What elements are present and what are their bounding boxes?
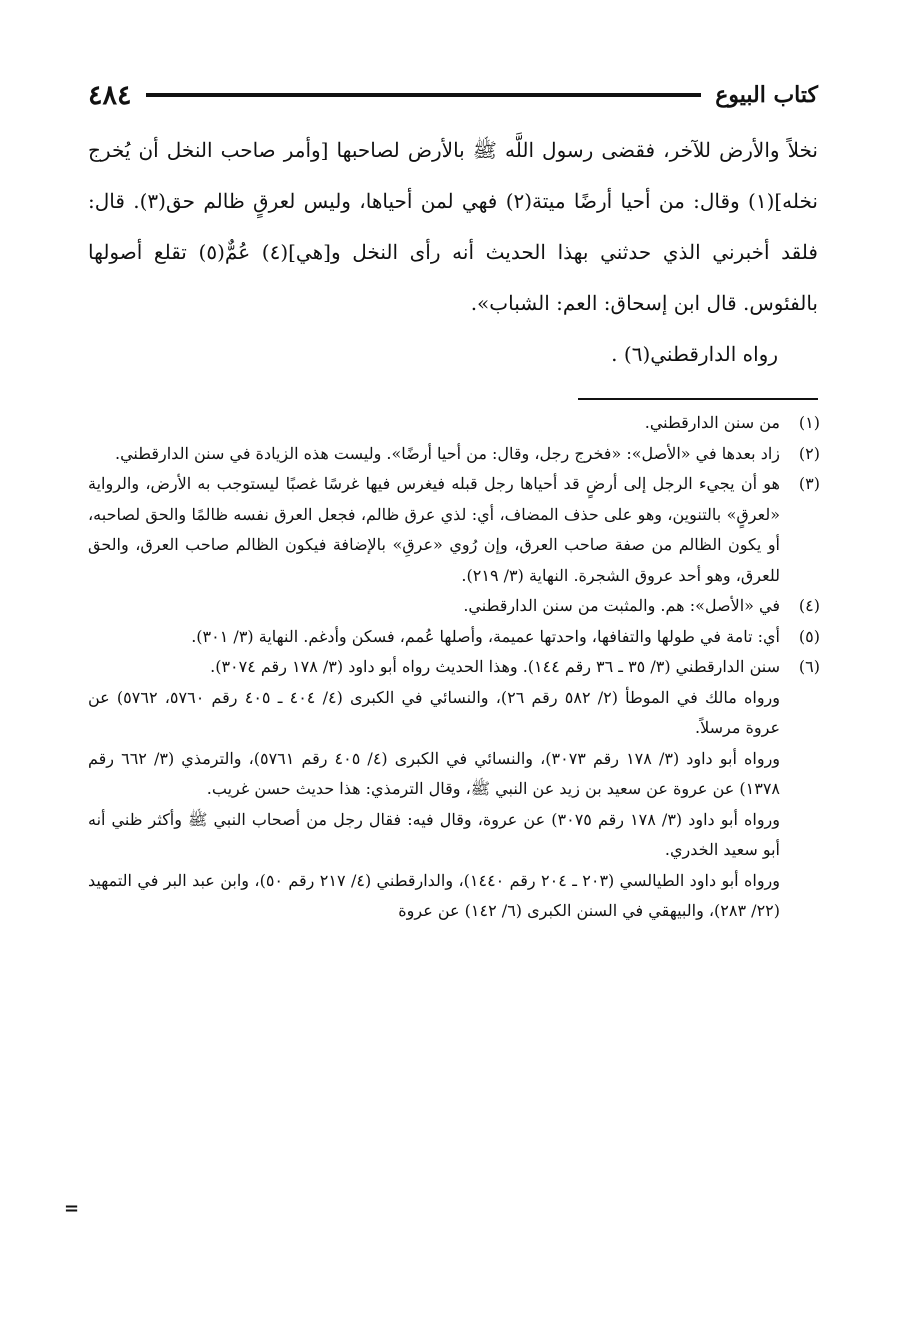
footnote-2: [88, 439, 820, 470]
footnote-text: زاد بعدها في «الأصل»: «فخرج رجل، وقال: من أحيا أرضًا». وليست هذه الزيادة في سنن الدارقطني.: [114, 443, 780, 463]
footnote-text: هو أن يجيء الرجل إلى أرضٍ قد أحياها رجل قبله فيغرس فيها غرسًا غصبًا ليستوجب به الأرض، والرواية «لعرقٍ» بالتنوين، وهو على حذف المضاف، أي: لذي عرق ظالم، فجعل العرق نفسه ظالمًا والحق لصاحبه، أو يكون الظالم من صفة صاحب العرق، وإن رُوي «عرقِ» بالإضافة فيكون الظالم صاحب العرق، والحق للعرق، وهو أحد عروق الشجرة. النهاية (٣/ ٢١٩).: [88, 474, 780, 585]
footnote-number: (٣): [798, 474, 820, 493]
header-rule: [146, 93, 702, 97]
footnote-5: [88, 622, 820, 653]
footnote-4: [88, 591, 820, 622]
footnote-text: من سنن الدارقطني.: [644, 413, 780, 432]
footnote-number: (٢): [798, 443, 820, 463]
page-number: ٤٨٤: [88, 79, 132, 111]
footnote-number: (٦): [798, 657, 820, 676]
page-header: [88, 70, 818, 120]
footnote-number: (١): [798, 413, 820, 432]
footnote-1: [88, 408, 820, 439]
main-paragraph-attribution: رواه الدارقطني(٦) .: [611, 342, 778, 366]
footnote-number: (٥): [798, 626, 820, 646]
footnote-text: أي: تامة في طولها والتفافها، واحدتها عميمة، وأصلها عُمم، فسكن وأدغم. النهاية (٣/ ٣٠١).: [191, 626, 780, 646]
main-text: [88, 125, 818, 380]
main-paragraph: نخلاً والأرض للآخر، فقضى رسول اللَّه ﷺ بالأرض لصاحبها [وأمر صاحب النخل أن يُخرج نخله](١) وقال: من أحيا أرضًا ميتة(٢) فهي لمن أحياها، وليس لعرقٍ ظالم حق(٣). قال: فلقد أخبرني الذي حدثني بهذا الحديث أنه رأى النخل و[هي](٤) عُمٌّ(٥) تقلع أصولها بالفئوس. قال ابن إسحاق: العم: الشباب».: [88, 138, 818, 315]
footnotes: [88, 408, 820, 927]
continuation-mark: =: [64, 1198, 80, 1219]
footnote-6: [88, 652, 820, 683]
footnote-3: [88, 469, 820, 591]
footnote-number: (٤): [798, 596, 820, 615]
footnote-separator: [578, 398, 818, 400]
footnote-6-continuation: ورواه أبو داود الطيالسي (٢٠٣ ـ ٢٠٤ رقم ١٤٤٠)، والدارقطني (٤/ ٢١٧ رقم ٥٠)، وابن عبد البر في التمهيد (٢٢/ ٢٨٣)، والبيهقي في السنن الكبرى (٦/ ١٤٢) عن عروة: [88, 870, 781, 920]
footnote-6-continuation: ورواه أبو داود (٣/ ١٧٨ رقم ٣٠٧٥) عن عروة، وقال فيه: فقال رجل من أصحاب النبي ﷺ وأكثر ظني أنه أبو سعيد الخدري.: [88, 809, 781, 859]
footnote-text: في «الأصل»: هم. والمثبت من سنن الدارقطني.: [463, 596, 780, 615]
footnote-6-continuation: ورواه أبو داود (٣/ ١٧٨ رقم ٣٠٧٣)، والنسائي في الكبرى (٤/ ٤٠٥ رقم ٥٧٦١)، والترمذي (٣/ ٦٦٢ رقم ١٣٧٨) عن عروة عن سعيد بن زيد عن النبي ﷺ، وقال الترمذي: هذا حديث حسن غريب.: [88, 748, 781, 798]
footnote-6-continuation: ورواه مالك في الموطأ (٢/ ٥٨٢ رقم ٢٦)، والنسائي في الكبرى (٤/ ٤٠٤ ـ ٤٠٥ رقم ٥٧٦٠، ٥٧٦٢) عن عروة مرسلاً.: [88, 687, 780, 737]
running-title: كتاب البيوع: [715, 82, 818, 108]
footnote-text: سنن الدارقطني (٣/ ٣٥ ـ ٣٦ رقم ١٤٤). وهذا الحديث رواه أبو داود (٣/ ١٧٨ رقم ٣٠٧٤).: [210, 657, 780, 676]
